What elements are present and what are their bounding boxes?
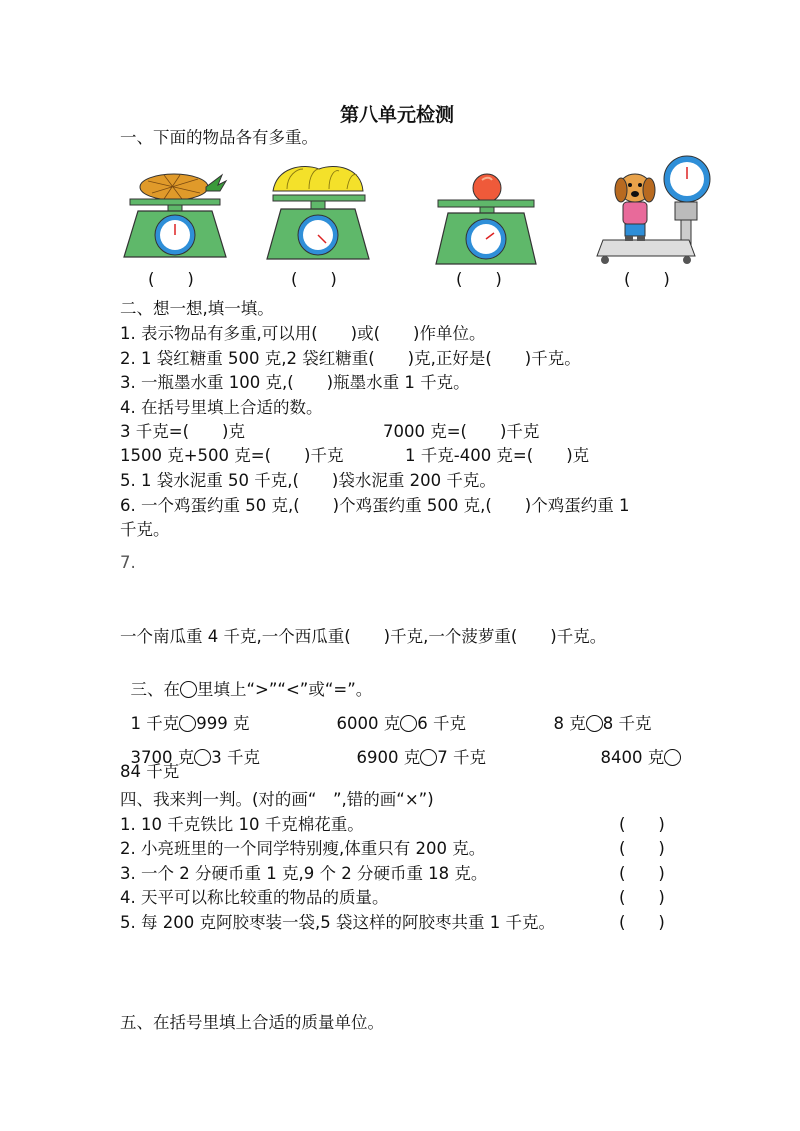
scale-tray (438, 200, 534, 207)
scale-neck (168, 205, 182, 211)
scale-platform (597, 240, 695, 256)
scale-post (675, 202, 697, 220)
compare-item-5: 6900 克 7 千克 (356, 748, 486, 767)
compare-circle-4[interactable] (194, 749, 211, 766)
compare-item-4: 3700 克 3 千克 (130, 748, 260, 767)
page-title: 第八单元检测 (340, 104, 455, 126)
scale-tray (273, 195, 365, 201)
compare-item-6-wrap: 84 千克 (120, 762, 180, 781)
judge-item-5: 5. 每 200 克阿胶枣装一袋,5 袋这样的阿胶枣共重 1 千克。 (120, 913, 555, 932)
question-2-4: 4. 在括号里填上合适的数。 (120, 398, 323, 417)
question-2-3: 3. 一瓶墨水重 100 克,( )瓶墨水重 1 千克。 (120, 373, 470, 392)
section3-heading-a: 三、在 (130, 680, 180, 699)
section3-heading-b: 里填上“>”“<”或“=”。 (197, 680, 373, 699)
pineapple-crown (206, 175, 226, 191)
dog-shirt (623, 202, 647, 224)
section1-heading: 一、下面的物品各有多重。 (120, 128, 318, 147)
answer-blank-pineapple[interactable]: ( ) (148, 270, 194, 289)
judge-blank-4[interactable]: ( ) (619, 888, 665, 907)
scale-peach-illustration (432, 172, 542, 270)
question-2-4b: 7000 克=( )千克 (383, 422, 540, 441)
section4-heading: 四、我来判一判。(对的画“ ”,错的画“×”) (120, 790, 434, 809)
question-2-4d: 1 千克-400 克=( )克 (405, 446, 590, 465)
judge-blank-1[interactable]: ( ) (619, 815, 665, 834)
question-2-7-text: 一个南瓜重 4 千克,一个西瓜重( )千克,一个菠萝重( )千克。 (120, 627, 607, 646)
answer-blank-peach[interactable]: ( ) (456, 270, 502, 289)
judge-item-4: 4. 天平可以称比较重的物品的质量。 (120, 888, 389, 907)
judge-item-1: 1. 10 千克铁比 10 千克棉花重。 (120, 815, 364, 834)
scale-dog-illustration (595, 152, 715, 270)
compare-item-1: 1 千克 999 克 (130, 714, 250, 733)
question-2-4c: 1500 克+500 克=( )千克 (120, 446, 344, 465)
question-2-7: 7. (120, 553, 136, 572)
question-2-6: 6. 一个鸡蛋约重 50 克,( )个鸡蛋约重 500 克,( )个鸡蛋约重 1 (120, 496, 630, 515)
question-2-2: 2. 1 袋红糖重 500 克,2 袋红糖重( )克,正好是( )千克。 (120, 349, 581, 368)
judge-blank-2[interactable]: ( ) (619, 839, 665, 858)
scale-bananas-illustration (263, 165, 373, 265)
judge-blank-3[interactable]: ( ) (619, 864, 665, 883)
scale-pineapple-illustration (122, 165, 232, 265)
compare-circle-6[interactable] (664, 749, 681, 766)
answer-blank-dog[interactable]: ( ) (624, 270, 670, 289)
scale-neck (480, 207, 494, 213)
compare-item-2: 6000 克 6 千克 (336, 714, 466, 733)
answer-blank-bananas[interactable]: ( ) (291, 270, 337, 289)
compare-item-3: 8 克 8 千克 (553, 714, 652, 733)
scale-neck (311, 201, 325, 209)
scale-tray (130, 199, 220, 205)
section5-heading: 五、在括号里填上合适的质量单位。 (120, 1013, 384, 1032)
question-2-5: 5. 1 袋水泥重 50 千克,( )袋水泥重 200 千克。 (120, 471, 496, 490)
judge-item-3: 3. 一个 2 分硬币重 1 克,9 个 2 分硬币重 18 克。 (120, 864, 488, 883)
judge-item-2: 2. 小亮班里的一个同学特别瘦,体重只有 200 克。 (120, 839, 486, 858)
compare-circle-5[interactable] (420, 749, 437, 766)
question-2-4a: 3 千克=( )克 (120, 422, 245, 441)
judge-blank-5[interactable]: ( ) (619, 913, 665, 932)
question-2-6-wrap: 千克。 (120, 520, 170, 539)
section2-heading: 二、想一想,填一填。 (120, 299, 274, 318)
question-2-1: 1. 表示物品有多重,可以用( )或( )作单位。 (120, 324, 486, 343)
compare-item-6: 8400 克 (590, 728, 681, 768)
